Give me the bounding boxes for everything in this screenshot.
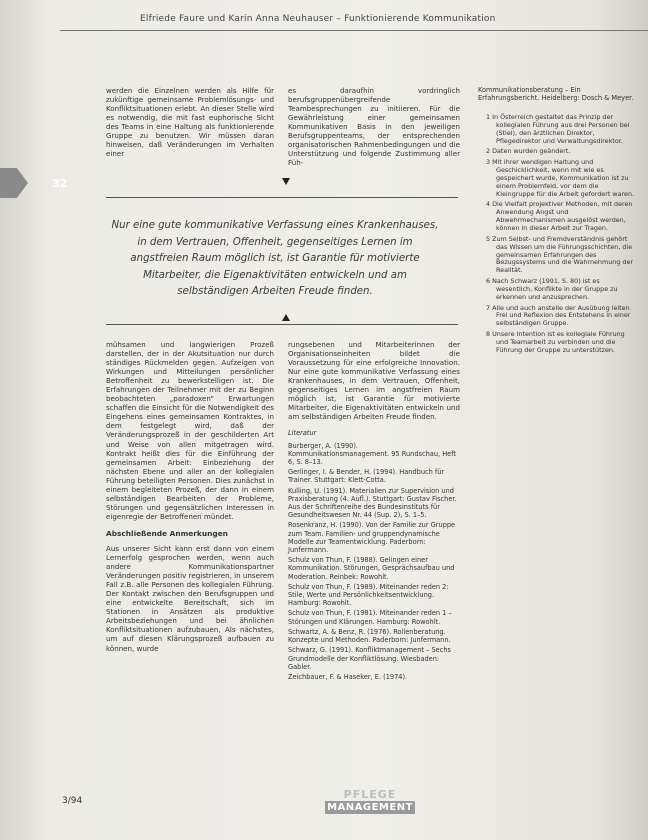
footnote: 5 Zum Selbst- und Fremdverständnis gehört das Wissen um die Führungsschichten, die gemeinsamen Erfahrungen des Bezugssystems und die Wahrnehmung der Realität. bbox=[486, 234, 634, 275]
top-left-column bbox=[106, 86, 274, 158]
reference-item: Schulz von Thun, F. (1981). Miteinander reden 1 – Störungen und Klärungen. Hamburg: Rowohlt. bbox=[288, 609, 452, 626]
paragraph: werden die Einzelnen werden als Hilfe für zukünftige gemeinsame Problemlösungs- und Konfliktsituationen erlebt. An dieser Stelle wird es notwendig, die mit fast euphorische Sicht des Teams in eine Haltung als funktionierende Gruppe zu benutzen. Wir müssen daran hinweisen, daß Veränderungen im Verhalten einer bbox=[106, 86, 274, 159]
logo-line-1: PFLEGE bbox=[343, 788, 397, 801]
footnote: 2 Daten wurden geändert. bbox=[486, 147, 571, 156]
bottom-middle-column bbox=[288, 340, 460, 683]
paragraph: rungsebenen und Mitarbeiterinnen der Organisationseinheiten bildet die Voraussetzung für eine erfolgreiche Innovation. Nur eine gute kommunikative Verfassung eines Krankenhauses, in dem Vertrauen, Offenheit, gegenseitiges Lernen im angstfreien Raum möglich ist, ist Garantie für motivierte Mitarbeiter, die Eigenaktivitäten entwickeln und am selbständigen Arbeiten Freude finden. bbox=[288, 340, 460, 422]
magazine-logo bbox=[325, 788, 415, 824]
bottom-left-column bbox=[106, 340, 274, 653]
reference-item: Kulling, U. (1991). Materialien zur Supervision und Praxisberatung (4. Aufl.). Stuttgart: Gustav Fischer. Aus der Schriftenreihe des Bundesinstituts für Gesundheitswesen Nr. 44 (Sup. 2), S. 1–5. bbox=[288, 486, 457, 520]
reference-item: Schwarz, G. (1991). Konfliktmanagement – Sechs Grundmodelle der Konfliktlösung. Wiesbaden: Gabler. bbox=[288, 646, 451, 671]
footnote: 3 Mit ihrer wendigen Haltung und Geschicklichkeit, wenn mit wie es gespeichert wurde, Kommunikation ist zu einem Problemfeld, vor dem die Kleingruppe für die Arbeit gefordert waren. bbox=[486, 158, 635, 198]
reference-item: Schulz von Thun, F. (1989). Miteinander reden 2: Stile, Werte und Persönlichkeitsentwicklung. Hamburg: Rowohlt. bbox=[288, 582, 449, 608]
reference-item: Schulz von Thun, F. (1988). Gelingen einer Kommunikation. Störungen, Gesprächsaufbau und Moderation. Reinbek: Rowohlt. bbox=[288, 556, 455, 581]
footnote: 1 In Österreich gestaltet das Prinzip der kollegialen Führung aus drei Personen bei (Stiel), den ärztlichen Direktor, Pflegedirektor und Verwaltungsdirektor. bbox=[486, 113, 630, 145]
page-number: 32 bbox=[52, 177, 68, 190]
reference-item: Rosenkranz, H. (1990). Von der Familie zur Gruppe zum Team. Familien- und gruppendynamische Modelle zur Teamentwicklung. Paderborn: Junfermann. bbox=[288, 521, 456, 555]
top-right-column bbox=[478, 86, 638, 104]
pull-quote: Nur eine gute kommunikative Verfassung eines Krankenhauses, in dem Vertrauen, Offenheit, gegenseitiges Lernen im angstfreien Raum möglich ist, ist Garantie für motivierte Mitarbeiter, die Eigenaktivitäten entwickeln und am selbständigen Arbeiten Freude finden. bbox=[111, 220, 439, 297]
section-heading: Abschließende Anmerkungen bbox=[106, 528, 228, 538]
footnote: 4 Die Vielfalt projektiver Methoden, mit deren Anwendung Angst und Abwehrmechanismen ausgelöst werden, können in dieser Arbeit zur Tragen. bbox=[486, 200, 633, 232]
references-list bbox=[288, 429, 460, 681]
references-heading: Literatur bbox=[288, 429, 317, 438]
footnotes-column bbox=[486, 114, 636, 358]
logo-line-2: MANAGEMENT bbox=[325, 801, 415, 814]
top-middle-column bbox=[288, 86, 460, 167]
header-rule bbox=[60, 30, 648, 31]
running-header: Elfriede Faure und Karin Anna Neuhauser – Funktionierende Kommunikation bbox=[140, 14, 496, 24]
reference-item: Gerlinger, I. & Bender, H. (1994). Handbuch für Trainer. Stuttgart: Klett-Cotta. bbox=[288, 468, 445, 485]
quote-rule-bottom bbox=[106, 324, 458, 325]
footnote: 8 Unsere Intention ist es kollegiale Führung und Teamarbeit zu verbinden und die Führung der Gruppe zu unterstützen. bbox=[486, 330, 625, 354]
quote-marker-bottom bbox=[282, 314, 290, 321]
reference-item: Burberger, A. (1990). Kommunikationsmanagement. 95 Rundschau, Heft 6, S. 8–13. bbox=[288, 441, 457, 467]
issue-number: 3/94 bbox=[62, 796, 83, 806]
paragraph: Aus unserer Sicht kann erst dann von einem Lernerfolg gesprochen werden, wenn auch andere Kommunikationspartner Veränderungen positiv registrieren, in unserem Fall z.B. alle Personen des kollegialen Führung. Der Kontakt zwischen den Berufsgruppen und eine entwickelte Bereitschaft, sich im Stationen in Ansätzen als produktive Arbeitsbeziehungen und bei ähnlichen Konfliktsituationen aufzubauen, Als nächstes, um auf diesen Klärungsprozeß aufbauen zu können, wurde bbox=[106, 543, 274, 653]
paragraph: es daraufhin vordringlich berufsgruppenübergreifende Teambesprechungen zu initiieren. Für die Gewährleistung einer gemeinsamen Kommunikativen Basis in den jeweiligen Berufsgruppenteams, der entsprechenden organisatorischen Rahmenbedingungen und die Unterstützung und folgende Zustimmung aller Füh- bbox=[288, 86, 460, 168]
paragraph: mühsamen und langwierigen Prozeß darstellen, der in der Akutsituation nur durch ständiges Rückmelden gegen. Aufzeigen von Wirkungen und Mitteilungen persönlicher Betroffenheit zu bewerkstelligen ist. Die Erfahrungen der Teilnehmer mit der zu Beginn beobachteten „paradoxen“ Erwartungen schaffen die Einsicht für die Notwendigkeit des Eingehens eines gemeinsamen Kontraktes, in dem festgelegt wird, daß der Veränderungsprozeß in der geschilderten Art und Weise von allen mitgetragen wird. Kontrakt heißt dies für die Einführung der gemeinsamen Arbeit: Einbeziehung der nächsten Ebene und aller an der kollegialen Führung beteiligten Personen. Dies zunächst in einem begleiteten Prozeß, der dann in einem selbständigen Bearbeiten der Probleme, Störungen und gegensätzlichen Interessen in eigenregie der Betroffenen mündet. bbox=[106, 340, 274, 521]
reference-continuation: Kommunikationsberatung – Ein Erfahrungsbericht. Heidelberg: Dosch & Meyer. bbox=[478, 86, 634, 103]
footnote: 6 Nach Schwarz (1991, S. 80) ist es wesentlich, Konflikte in der Gruppe zu erkennen und anzusprechen. bbox=[486, 277, 618, 301]
quote-rule-top bbox=[106, 197, 458, 198]
footnote: 7 Alle und auch anstelle der Ausübung leiten Frei und Reflexion des Entstehens in einer selbständigen Gruppe. bbox=[486, 303, 631, 328]
quote-marker-top bbox=[282, 178, 290, 185]
reference-item: Zeichbauer, F. & Haseker, E. (1974). bbox=[288, 672, 408, 681]
page-number-tab bbox=[0, 168, 28, 198]
reference-item: Schwartz, A. & Benz, R. (1976). Rollenberatung. Konzepte und Methoden. Paderborn: Junfermann. bbox=[288, 627, 451, 645]
